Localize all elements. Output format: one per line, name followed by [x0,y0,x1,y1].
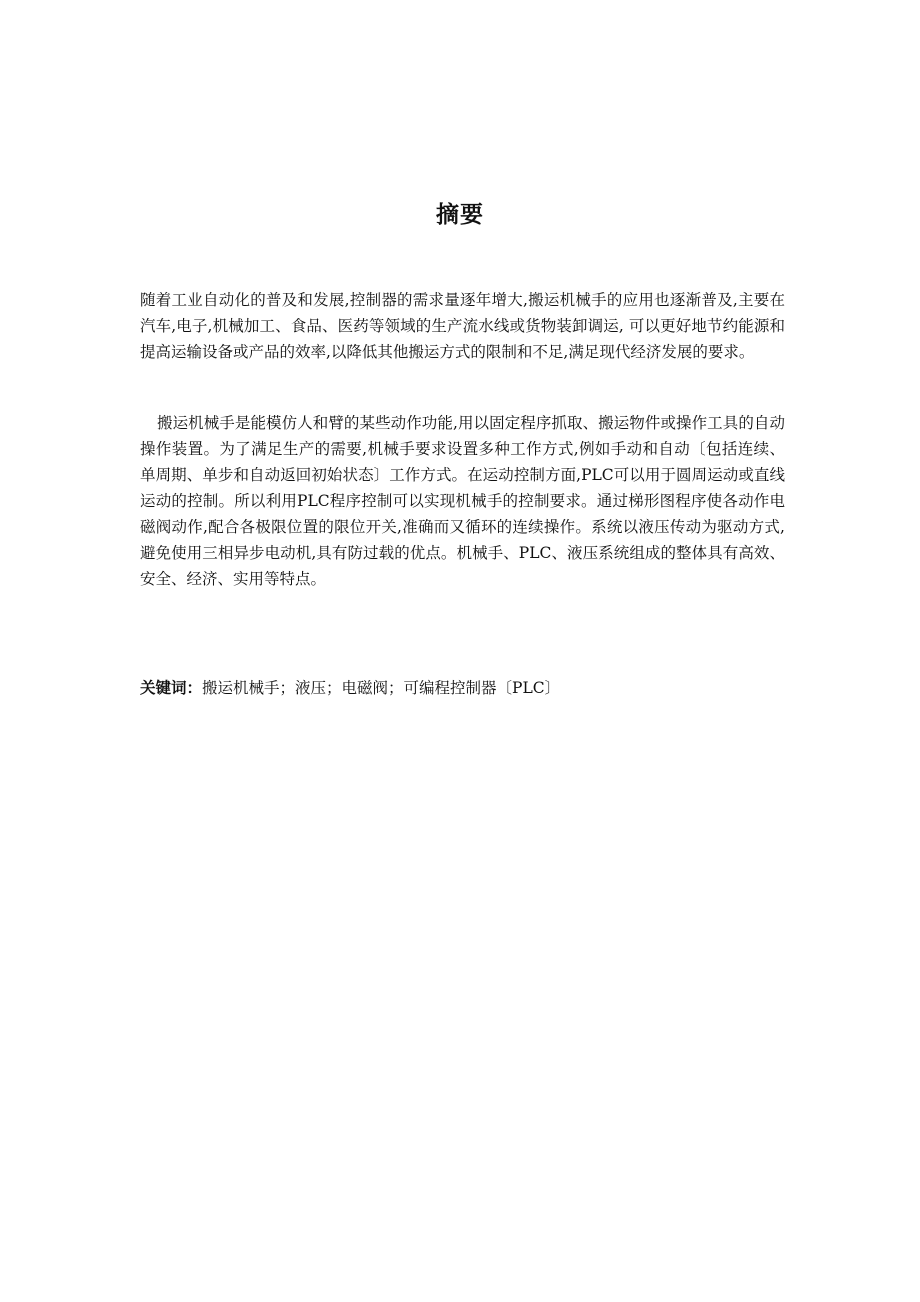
keywords-label: 关键词： [140,679,203,697]
page-title: 摘要 [436,202,484,228]
keywords-text: 搬运机械手；液压；电磁阀；可编程控制器〔PLC〕 [202,679,561,697]
abstract-paragraph-2: 搬运机械手是能模仿人和臂的某些动作功能,用以固定程序抓取、搬运物件或操作工具的自动操作装置。为了满足生产的需要,机械手要求设置多种工作方式,例如手动和自动〔包括连续、单周期、单步和自动返回初始状态〕工作方式。在运动控制方面,PLC可以用于圆周运动或直线运动的控制。所以利用PLC程序控制可以实现机械手的控制要求。通过梯形图程序使各动作电磁阀动作,配合各极限位置的限位开关,准确而又循环的连续操作。系统以液压传动为驱动方式,避免使用三相异步电动机,具有防过载的优点。机械手、PLC、液压系统组成的整体具有高效、安全、经济、实用等特点。 [140,414,785,588]
keywords-line [140,676,785,700]
abstract-paragraph-1: 随着工业自动化的普及和发展,控制器的需求量逐年增大,搬运机械手的应用也逐渐普及,主要在汽车,电子,机械加工、食品、医药等领域的生产流水线或货物装卸调运, 可以更好地节约能源和提高运输设备或产品的效率,以降低其他搬运方式的限制和不足,满足现代经济发展的要求。 [140,291,785,361]
